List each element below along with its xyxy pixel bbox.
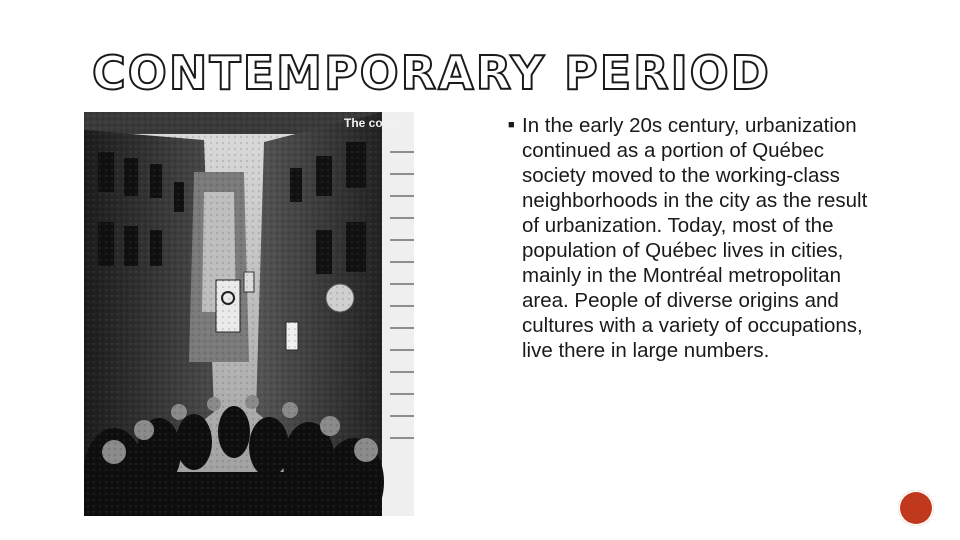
slide-number-badge — [898, 490, 934, 526]
body-text — [508, 113, 878, 363]
photo-caption-fragment: The conte — [344, 116, 401, 130]
bullet-item — [508, 113, 878, 363]
square-bullet-icon: ■ — [508, 119, 515, 131]
slide-title: CONTEMPORARY PERIOD — [92, 46, 771, 100]
bullet-text: In the early 20s century, urbanization continued as a portion of Québec society moved to the working-class neighborhoods in the city as the result of urbanization. Today, most of the population of Québec lives in cities, mainly in the Montréal metropolitan area. People of diverse origins and cultures with a variety of occupations, live there in large numbers. — [522, 114, 868, 362]
street-photo — [84, 112, 414, 516]
street-photo-image — [84, 112, 414, 516]
